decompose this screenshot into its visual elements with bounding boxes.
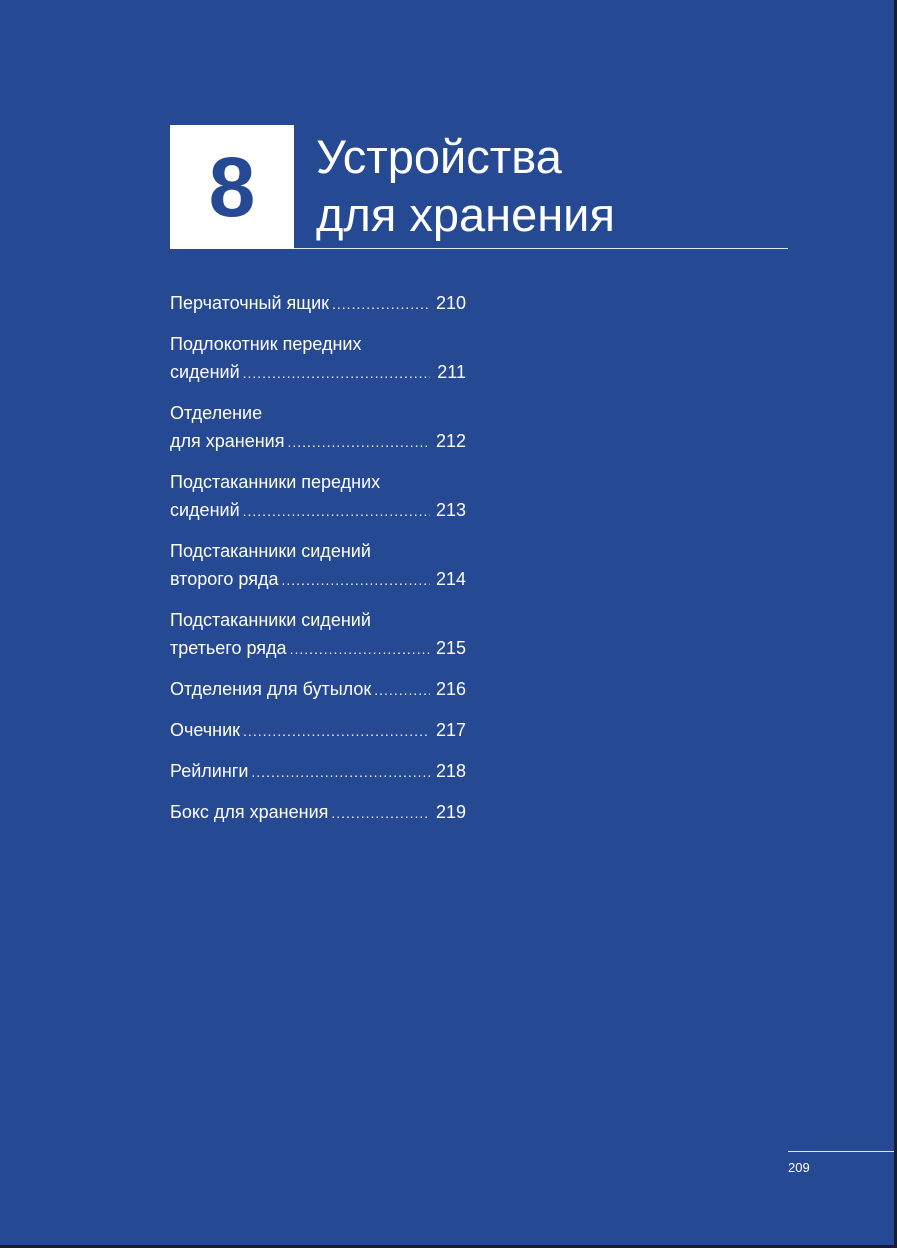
toc-entry-text: Отделения для бутылок bbox=[170, 679, 372, 699]
toc-entry[interactable] bbox=[170, 468, 466, 525]
toc-entry-row bbox=[170, 289, 466, 318]
toc-entry-row bbox=[170, 634, 466, 663]
toc-page-number: 211 bbox=[437, 362, 466, 382]
toc-entry-text: для хранения bbox=[170, 431, 285, 451]
toc-entry-row bbox=[170, 358, 466, 387]
toc-page-number: 212 bbox=[435, 431, 466, 451]
toc-page-number: 216 bbox=[435, 679, 466, 699]
toc-dot-leader bbox=[332, 290, 430, 318]
toc-entry-text: Подстаканники сидений bbox=[170, 541, 371, 561]
toc-entry-row bbox=[170, 675, 466, 704]
toc-page-number: 218 bbox=[435, 761, 466, 781]
toc-dot-leader bbox=[243, 717, 430, 745]
toc-dot-leader bbox=[251, 758, 430, 786]
toc-entry-text: второго ряда bbox=[170, 569, 279, 589]
chapter-title-line-1: Устройства bbox=[316, 130, 562, 183]
toc-entry-text: Перчаточный ящик bbox=[170, 293, 330, 313]
toc-entry-text: Подлокотник передних bbox=[170, 334, 362, 354]
toc-dot-leader bbox=[282, 566, 431, 594]
toc-entry-row bbox=[170, 427, 466, 456]
chapter-title bbox=[316, 128, 786, 244]
toc-dot-leader bbox=[287, 428, 430, 456]
toc-entry-text: Рейлинги bbox=[170, 761, 249, 781]
toc-entry[interactable] bbox=[170, 289, 466, 318]
toc-entry[interactable] bbox=[170, 716, 466, 745]
toc-entry-text: третьего ряда bbox=[170, 638, 287, 658]
toc-entry[interactable] bbox=[170, 537, 466, 594]
chapter-number-box bbox=[170, 125, 294, 249]
toc-page-number: 217 bbox=[435, 720, 466, 740]
toc-entry-row bbox=[170, 757, 466, 786]
toc-entry[interactable] bbox=[170, 606, 466, 663]
toc-entry-row bbox=[170, 496, 466, 525]
toc-entry-text: Отделение bbox=[170, 403, 263, 423]
page-number: 209 bbox=[788, 1160, 810, 1175]
toc-entry-row bbox=[170, 716, 466, 745]
toc-entry-text: Подстаканники сидений bbox=[170, 610, 371, 630]
toc-entry[interactable] bbox=[170, 330, 466, 387]
toc-dot-leader bbox=[290, 635, 430, 663]
table-of-contents bbox=[170, 289, 466, 839]
toc-entry-text: сидений bbox=[170, 500, 240, 520]
toc-dot-leader bbox=[243, 359, 430, 387]
toc-entry-text: Подстаканники передних bbox=[170, 472, 381, 492]
toc-entry[interactable] bbox=[170, 399, 466, 456]
toc-page-number: 213 bbox=[435, 500, 466, 520]
toc-entry-row bbox=[170, 565, 466, 594]
toc-entry[interactable] bbox=[170, 757, 466, 786]
toc-dot-leader bbox=[243, 497, 430, 525]
toc-dot-leader bbox=[331, 799, 430, 827]
toc-page-number: 219 bbox=[435, 802, 466, 822]
toc-page-number: 210 bbox=[435, 293, 466, 313]
toc-page-number: 214 bbox=[435, 569, 466, 589]
chapter-title-line-2: для хранения bbox=[316, 188, 615, 241]
toc-entry-text: Бокс для хранения bbox=[170, 802, 329, 822]
toc-entry[interactable] bbox=[170, 675, 466, 704]
toc-entry-row bbox=[170, 798, 466, 827]
toc-page-number: 215 bbox=[435, 638, 466, 658]
toc-entry-text: сидений bbox=[170, 362, 240, 382]
toc-entry[interactable] bbox=[170, 798, 466, 827]
toc-entry-text: Очечник bbox=[170, 720, 241, 740]
footer-divider bbox=[788, 1151, 894, 1152]
toc-dot-leader bbox=[374, 676, 430, 704]
chapter-number: 8 bbox=[208, 140, 256, 234]
title-divider bbox=[294, 248, 788, 249]
